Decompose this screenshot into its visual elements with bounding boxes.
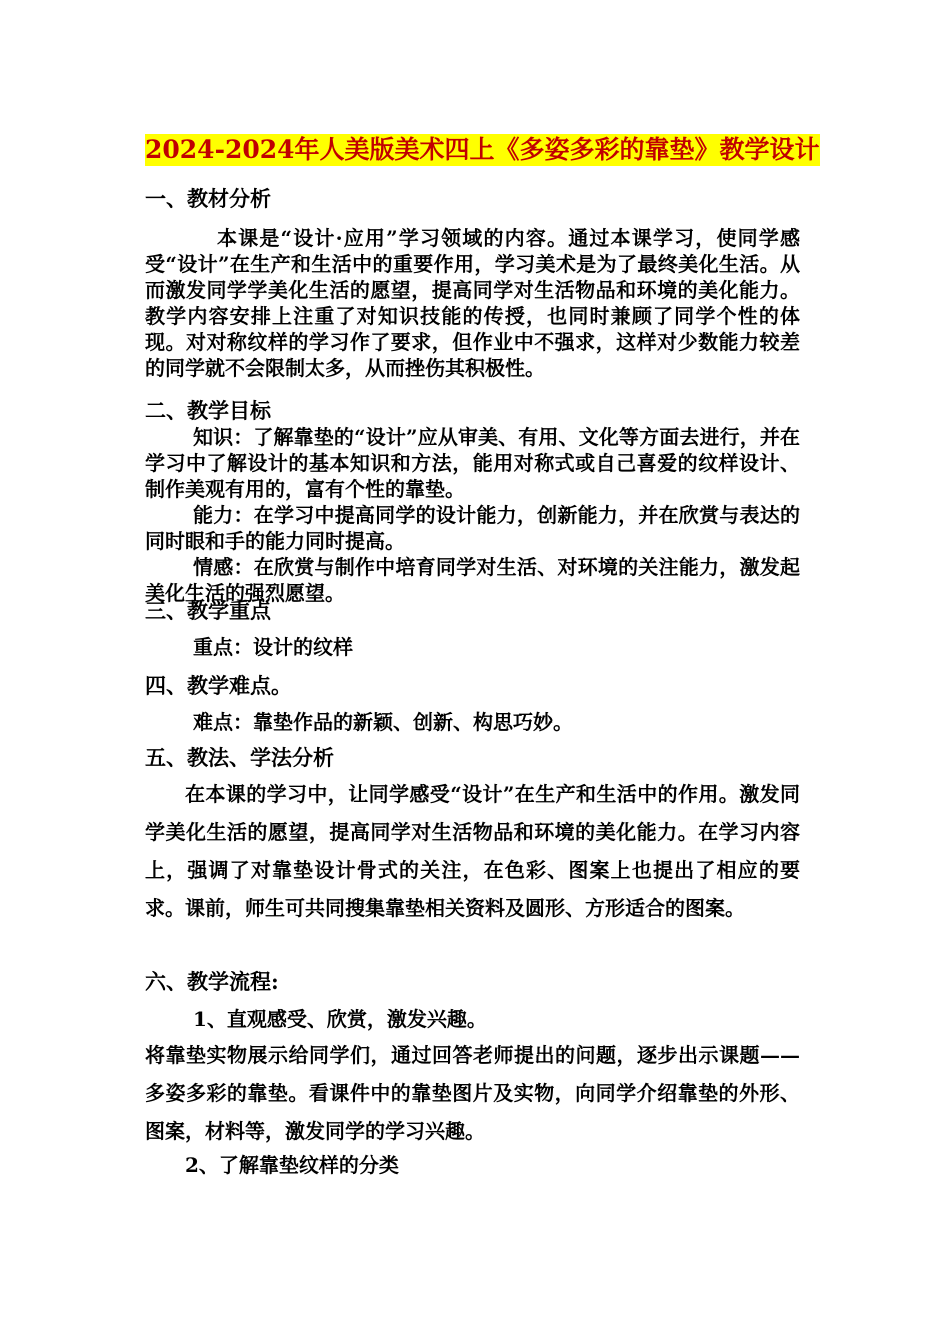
section-heading-3: 三、教学重点 <box>145 598 271 623</box>
difficult-point: 难点：靠垫作品的新颖、创新、构思巧妙。 <box>193 710 573 734</box>
key-point: 重点：设计的纹样 <box>193 635 353 659</box>
section-heading-1: 一、教材分析 <box>145 186 271 211</box>
section-heading-2: 二、教学目标 <box>145 398 271 423</box>
section-1-paragraph: 本课是“设计·应用”学习领域的内容。通过本课学习，使同学感受“设计”在生产和生活中的重要作用，学习美术是为了最终美化生活。从而激发同学学美化生活的愿望，提高同学对生活物品和环境的美化能力。教学内容安排上注重了对知识技能的传授，也同时兼顾了同学个性的体现。对对称纹样的学习作了要求，但作业中不强求，这样对少数能力较差的同学就不会限制太多，从而挫伤其积极性。 <box>145 226 800 380</box>
step-2-title: 2、了解靠垫纹样的分类 <box>185 1153 399 1177</box>
objective-ability: 能力：在学习中提高同学的设计能力，创新能力，并在欣赏与表达的同时眼和手的能力同时提高。 <box>145 503 800 553</box>
section-5-paragraph: 在本课的学习中，让同学感受“设计”在生产和生活中的作用。激发同学美化生活的愿望，提高同学对生活物品和环境的美化能力。在学习内容上，强调了对靠垫设计骨式的关注，在色彩、图案上也提出了相应的要求。课前，师生可共同搜集靠垫相关资料及圆形、方形适合的图案。 <box>145 782 800 920</box>
section-heading-6: 六、教学流程: <box>145 969 279 994</box>
step-1-title: 1、直观感受、欣赏，激发兴趣。 <box>193 1007 487 1031</box>
objective-emotion: 情感：在欣赏与制作中培育同学对生活、对环境的关注能力，激发起美化生活的强烈愿望。 <box>145 555 800 605</box>
section-heading-4: 四、教学难点。 <box>145 673 292 698</box>
document-title: 2024-2024年人美版美术四上《多姿多彩的靠垫》教学设计 <box>145 135 820 164</box>
title-highlight <box>145 134 820 166</box>
section-heading-5: 五、教法、学法分析 <box>145 745 334 770</box>
objective-knowledge: 知识：了解靠垫的“设计”应从审美、有用、文化等方面去进行，并在学习中了解设计的基本知识和方法，能用对称式或自己喜爱的纹样设计、制作美观有用的，富有个性的靠垫。 <box>145 425 800 501</box>
step-1-paragraph: 将靠垫实物展示给同学们，通过回答老师提出的问题，逐步出示课题——多姿多彩的靠垫。看课件中的靠垫图片及实物，向同学介绍靠垫的外形、图案，材料等，激发同学的学习兴趣。 <box>145 1043 800 1143</box>
